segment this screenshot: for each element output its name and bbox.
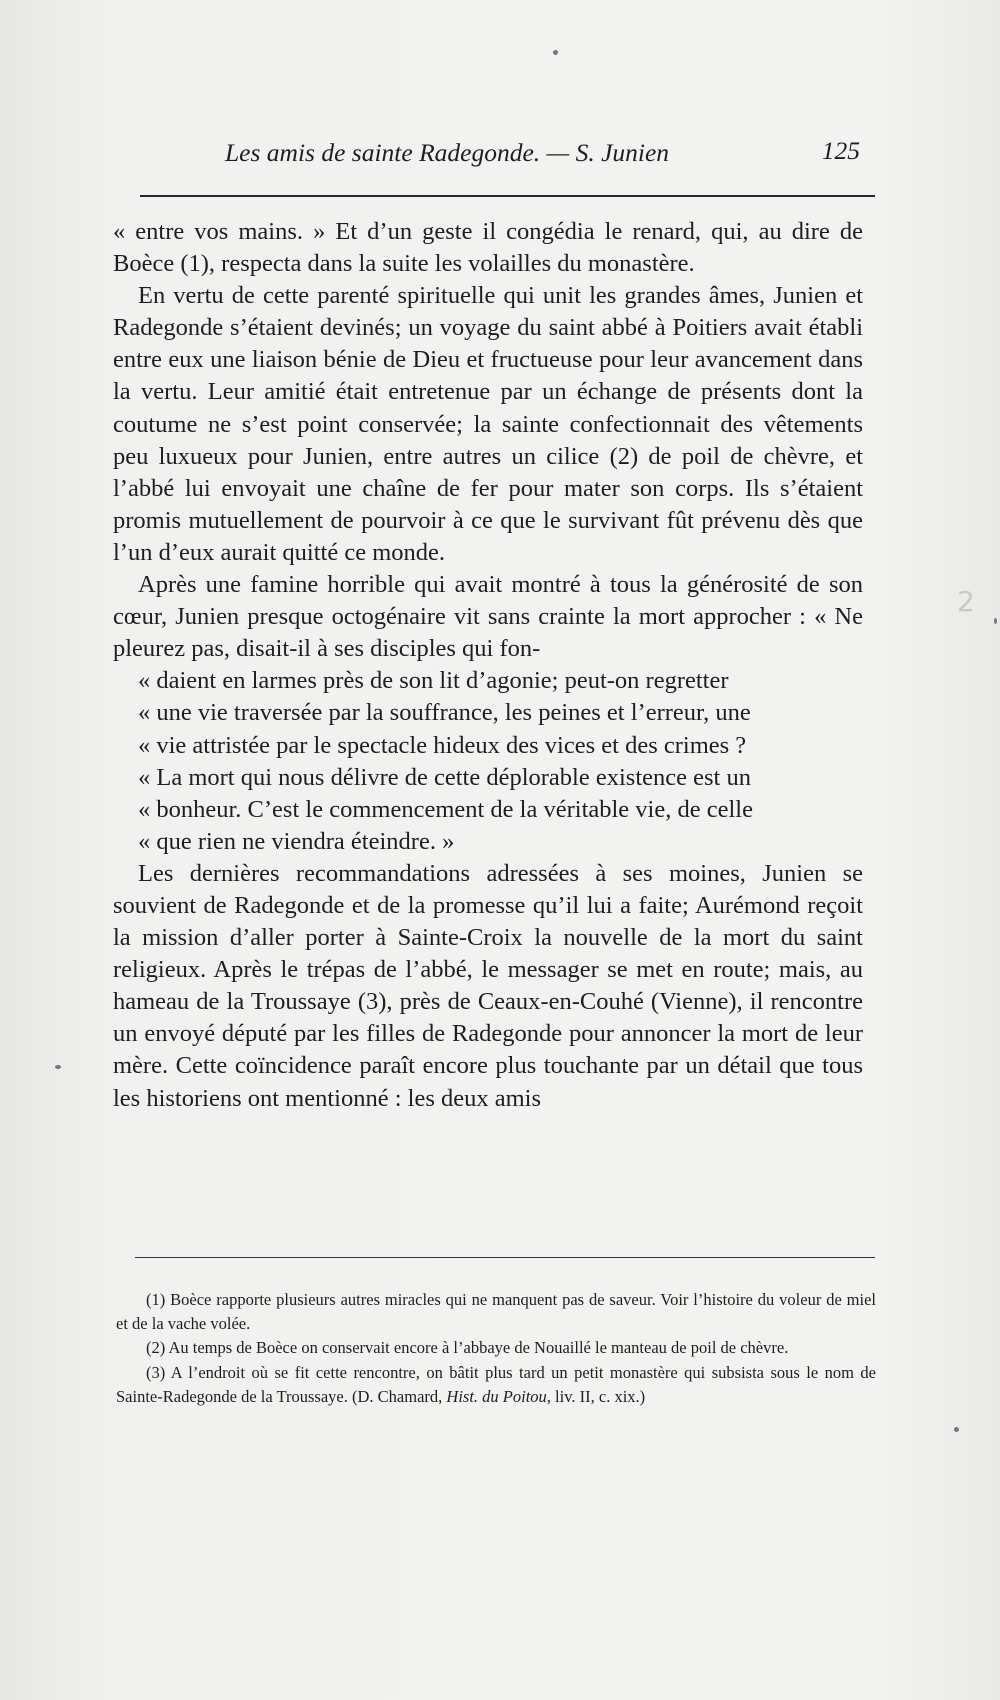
footnote-3-text: (3) A l’endroit où se fit cette rencontre, on bâtit plus tard un petit monastère qui subsista sous le nom de Sainte-Radegonde de la Troussaye. (D. Chamard,	[116, 1362, 876, 1406]
quote-line: « que rien ne viendra éteindre. »	[138, 827, 455, 855]
quote-line: « une vie traversée par la souffrance, les peines et l’erreur, une	[138, 699, 751, 727]
margin-pencil-mark: 2	[957, 585, 975, 618]
footnote-1: (1) Boèce rapporte plusieurs autres miracles qui ne manquent pas de saveur. Voir l’histoire du voleur de miel et de la vache volée.	[116, 1290, 876, 1334]
footnote-3-end: liv. II, c. xix.)	[555, 1386, 646, 1406]
page-number: 125	[821, 136, 860, 165]
dust-speck	[553, 50, 558, 55]
quote-line: « bonheur. C’est le commencement de la véritable vie, de celle	[138, 795, 753, 823]
quote-line: « daient en larmes près de son lit d’agonie; peut-on regretter	[138, 667, 729, 695]
footnote-rule	[135, 1257, 875, 1258]
quote-line: « La mort qui nous délivre de cette déplorable existence est un	[138, 763, 751, 791]
footnotes	[116, 1288, 876, 1409]
paragraph-friendship: En vertu de cette parenté spirituelle qui unit les grandes âmes, Junien et Radegonde s’étaient devinés; un voyage du saint abbé à Poitiers avait établi entre eux une liaison bénie de Dieu et fructueuse pour leur avancement dans la vertu. Leur amitié était entretenue par un échange de présents dont la coutume ne s’est point conservée; la sainte confectionnait des vêtements peu luxueux pour Junien, entre autres un cilice (2) de poil de chèvre, et l’abbé lui envoyait une chaîne de fer pour mater son corps. Ils s’étaient promis mutuellement de pourvoir à ce que le survivant fût prévenu dès que l’un d’eux aurait quitté ce monde.	[113, 282, 863, 566]
body-text	[113, 216, 863, 1115]
dust-speck	[994, 618, 997, 624]
paragraph-continuation: « entre vos mains. » Et d’un geste il congédia le renard, qui, au dire de Boèce (1), respecta dans la suite les volailles du monastère.	[113, 218, 863, 278]
paragraph-famine-intro: Après une famine horrible qui avait montré à tous la générosité de son cœur, Junien presque octogénaire vit sans crainte la mort approcher : « Ne pleurez pas, disait-il à ses disciples qui fon-	[113, 571, 863, 663]
footnote-2: (2) Au temps de Boèce on conservait encore à l’abbaye de Nouaillé le manteau de poil de chèvre.	[146, 1338, 789, 1358]
paragraph-recommendations: Les dernières recommandations adressées à ses moines, Junien se souvient de Radegonde et de la promesse qu’il lui a faite; Aurémond reçoit la mission d’aller porter à Sainte-Croix la nouvelle de la mort du saint religieux. Après le trépas de l’abbé, le messager se met en route; mais, au hameau de la Troussaye (3), près de Ceaux-en-Couhé (Vienne), il rencontre un envoyé député par les filles de Radegonde pour annoncer la mort de leur mère. Cette coïncidence paraît encore plus touchante par un détail que tous les historiens ont mentionné : les deux amis	[113, 859, 863, 1112]
footnote-3	[116, 1361, 876, 1409]
header-rule	[140, 195, 875, 197]
dust-speck	[55, 1065, 61, 1069]
dust-speck	[954, 1427, 959, 1432]
paragraph-famine	[113, 569, 863, 858]
running-title: Les amis de sainte Radegonde. — S. Junien	[225, 138, 670, 167]
page-header	[200, 138, 860, 178]
footnote-3-italic: Hist. du Poitou,	[446, 1386, 551, 1406]
quote-line: « vie attristée par le spectacle hideux des vices et des crimes ?	[138, 731, 747, 759]
